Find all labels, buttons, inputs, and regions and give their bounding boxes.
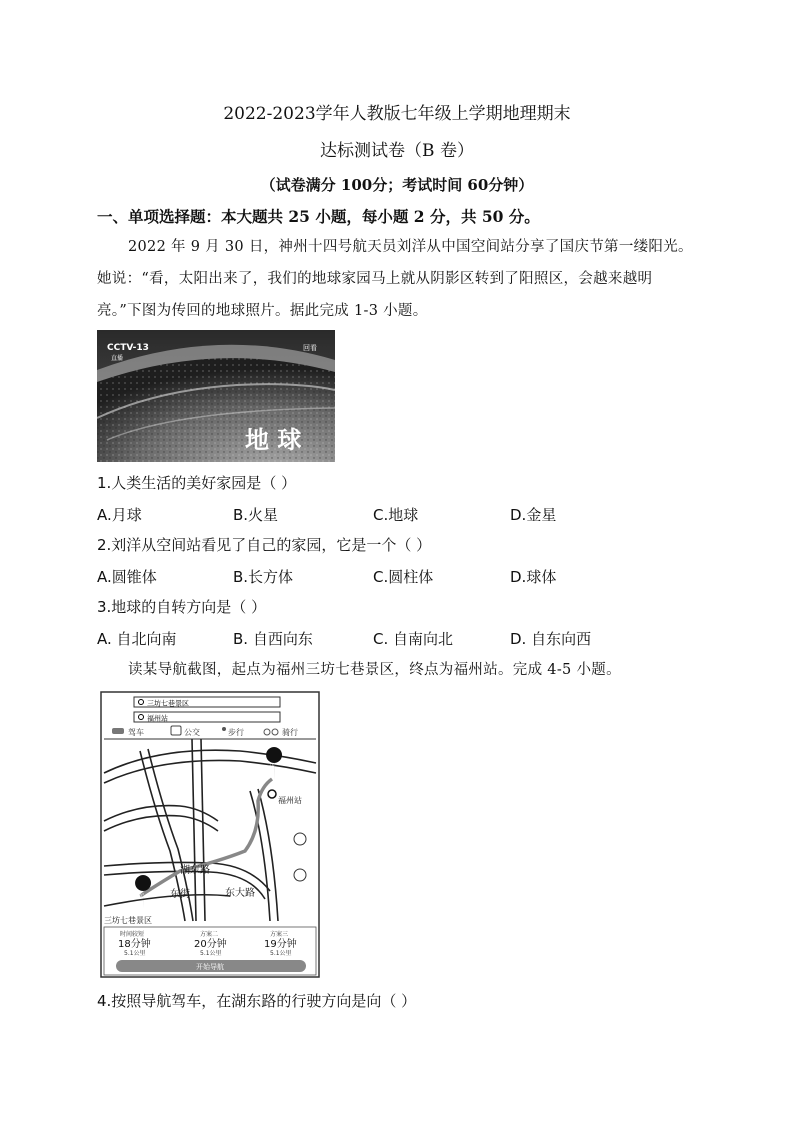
question-3-option-d: D. 自东向西 [510, 630, 592, 648]
plan-1-dist: 5.1公里 [124, 950, 146, 957]
question-3-option-a: A. 自北向南 [97, 630, 177, 648]
exam-title-line2: 达标测试卷（B 卷） [320, 141, 474, 161]
start-place-label: 三坊七巷景区 [104, 916, 152, 925]
zoom-icon [294, 869, 306, 881]
start-pin-label: 起 [138, 893, 145, 900]
photo-logo: CCTV-13 [107, 343, 149, 353]
car-icon [112, 728, 124, 734]
road-label-dongda: 东大路 [225, 888, 255, 899]
road-label-hudong: 湖东路 [180, 865, 210, 876]
station-label: 福州站 [278, 796, 302, 805]
mode-drive: 驾车 [128, 728, 144, 737]
plan-3-dist: 5.1公里 [270, 950, 292, 957]
question-1-option-b: B.火星 [233, 506, 279, 524]
section-heading: 一、单项选择题：本大题共 25 小题，每小题 2 分，共 50 分。 [97, 207, 540, 226]
plan-1-name: 时间较短 [120, 931, 145, 938]
question-1-option-a: A.月球 [97, 506, 142, 524]
question-2-option-b: B.长方体 [233, 568, 294, 586]
question-2-stem: 2.刘洋从空间站看见了自己的家园，它是一个（ ） [97, 536, 432, 554]
passage-1: 2022 年 9 月 30 日，神州十四号航天员刘洋从中国空间站分享了国庆节第一缕阳光。她说：“看，太阳出来了，我们的地球家园马上就从阴影区转到了阳照区，会越来越明亮。”下图为传回的地球照片。据此完成 1-3 小题。 [97, 239, 693, 319]
question-1-option-c: C.地球 [373, 506, 419, 524]
photo-corner-text: 回看 [303, 344, 317, 352]
earth-photo [97, 330, 335, 462]
walk-icon [222, 727, 226, 731]
plan-2-name: 方案二 [200, 931, 219, 938]
question-4-stem: 4.按照导航驾车，在湖东路的行驶方向是向（ ） [97, 992, 417, 1010]
start-navigation-label: 开始导航 [196, 963, 224, 971]
question-1-stem: 1.人类生活的美好家园是（ ） [97, 474, 297, 492]
station-circle-icon [268, 790, 276, 798]
passage-2: 读某导航截图，起点为福州三坊七巷景区，终点为福州站。完成 4-5 小题。 [128, 662, 621, 678]
plan-3-name: 方案三 [270, 931, 289, 938]
plan-2-dist: 5.1公里 [200, 950, 222, 957]
exam-title-line1: 2022-2023学年人教版七年级上学期地理期末 [223, 104, 571, 124]
photo-caption: 地 球 [245, 426, 302, 454]
locate-icon [294, 833, 306, 845]
start-field: 三坊七巷景区 [147, 699, 189, 708]
question-2-option-a: A.圆锥体 [97, 568, 157, 586]
question-3-option-b: B. 自西向东 [233, 630, 313, 648]
end-pin-label: 终 [269, 765, 276, 772]
question-3-stem: 3.地球的自转方向是（ ） [97, 598, 267, 616]
question-1-option-d: D.金星 [510, 506, 557, 524]
question-2-option-d: D.球体 [510, 568, 557, 586]
question-3-option-c: C. 自南向北 [373, 630, 454, 648]
plan-3-time: 19分钟 [264, 939, 297, 950]
mode-bike: 骑行 [282, 728, 298, 737]
photo-logo-sub: 直播 [111, 355, 124, 362]
end-field: 福州站 [147, 714, 168, 723]
navigation-map [100, 691, 320, 978]
exam-subtitle: （试卷满分 100分；考试时间 60分钟） [260, 176, 534, 194]
question-2-option-c: C.圆柱体 [373, 568, 434, 586]
road-label-dongjie: 东街 [170, 889, 190, 900]
mode-bus: 公交 [184, 728, 200, 737]
mode-walk: 步行 [228, 728, 244, 737]
plan-1-time: 18分钟 [118, 939, 151, 950]
plan-2-time: 20分钟 [194, 939, 227, 950]
